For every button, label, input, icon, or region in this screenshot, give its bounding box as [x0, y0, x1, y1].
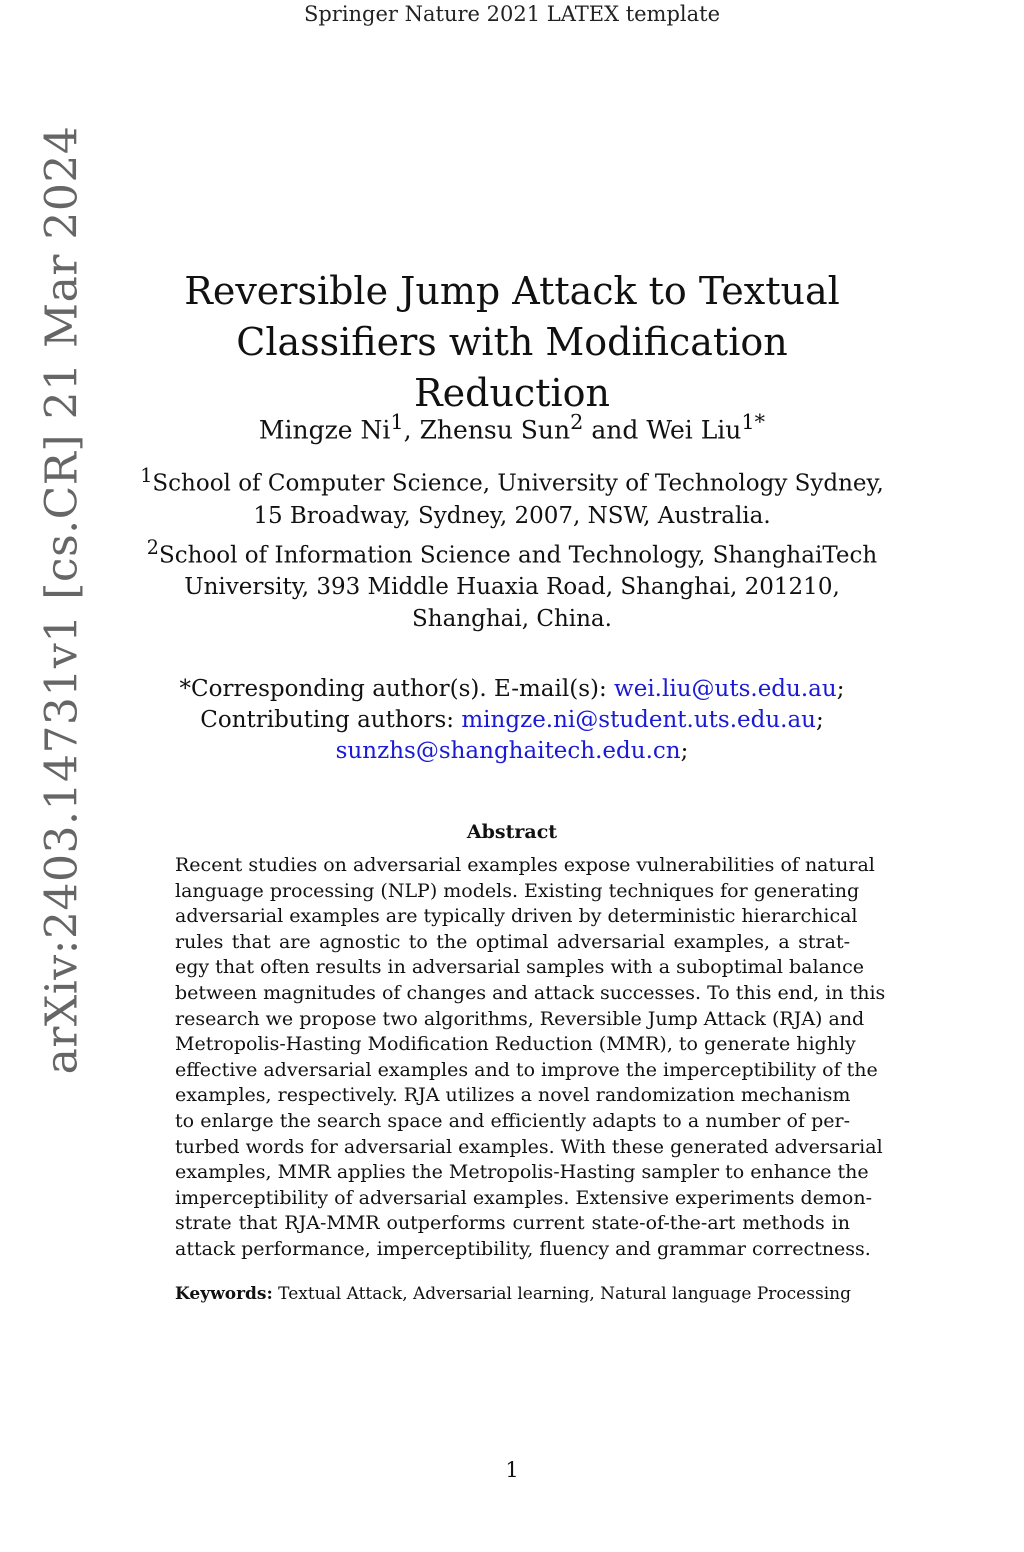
keywords: [175, 1284, 855, 1304]
email-separator: ;: [836, 676, 845, 702]
author-affil-sup: 1*: [741, 410, 766, 434]
abstract-line: research we propose two algorithms, Reversible Jump Attack (RJA) and: [175, 1007, 865, 1030]
abstract-line: between magnitudes of changes and attack successes. To this end, in this: [175, 981, 886, 1004]
abstract-heading: Abstract: [466, 821, 558, 843]
affiliation-1-sup: 1: [140, 464, 153, 487]
contributing-line: [130, 705, 894, 736]
abstract-line: language processing (NLP) models. Existing techniques for generating: [175, 879, 860, 902]
author-name: Wei Liu: [646, 415, 742, 445]
abstract-line: effective adversarial examples and to improve the imperceptibility of the: [175, 1058, 878, 1081]
header-text-before: Springer Nature 2021: [303, 2, 547, 26]
affiliation-1-line-1: [130, 460, 894, 500]
title-line-2: Classifiers with Modification Reduction: [236, 320, 788, 415]
abstract-line: examples, respectively. RJA utilizes a novel randomization mechanism: [175, 1084, 851, 1107]
contributing-label: Contributing authors:: [200, 707, 462, 733]
contributing-email-link-2[interactable]: sunzhs@shanghaitech.edu.cn: [335, 738, 681, 764]
abstract-line: imperceptibility of adversarial examples. Extensive experiments demon-: [175, 1186, 873, 1209]
affiliations: [130, 460, 894, 635]
paper-title: [150, 266, 874, 419]
contributing-line-2: [130, 736, 894, 767]
abstract-line: to enlarge the search space and efficiently adapts to a number of per-: [175, 1109, 850, 1132]
affiliation-2-line-3: Shanghai, China.: [412, 606, 612, 633]
author-name: Mingze Ni: [258, 415, 391, 445]
latex-logo: LATEX: [546, 2, 620, 26]
corresponding-label: *Corresponding author(s). E-mail(s):: [179, 676, 615, 702]
running-header: [0, 2, 1024, 26]
affiliation-2-line-1: [130, 532, 894, 572]
correspondence-block: [130, 674, 894, 767]
abstract-line: examples, MMR applies the Metropolis-Hasting sampler to enhance the: [175, 1161, 869, 1184]
abstract-line: rules that are agnostic to the optimal adversarial examples, a strat-: [175, 930, 850, 953]
header-text-after: template: [619, 2, 721, 26]
abstract-line: egy that often results in adversarial samples with a suboptimal balance: [175, 956, 865, 979]
abstract-line: Recent studies on adversarial examples expose vulnerabilities of natural: [175, 854, 875, 876]
affiliation-2-sup: 2: [146, 535, 159, 559]
affiliation-2-text: School of Information Science and Technology, ShanghaiTech: [159, 542, 878, 569]
author-list: [150, 410, 874, 444]
abstract-line: attack performance, imperceptibility, fluency and grammar correctness.: [175, 1237, 871, 1260]
author-separator: ,: [403, 415, 420, 445]
affiliation-1-line-2: 15 Broadway, Sydney, 2007, NSW, Australia.: [253, 502, 771, 529]
email-separator: ;: [680, 738, 689, 764]
abstract-line: adversarial examples are typically driven by deterministic hierarchical: [175, 905, 858, 928]
abstract-body: [175, 853, 886, 1263]
keywords-label: Keywords:: [175, 1284, 273, 1304]
author-name: Zhensu Sun: [419, 415, 571, 445]
author-affil-sup: 2: [570, 410, 584, 434]
abstract-line: strate that RJA-MMR outperforms current state-of-the-art methods in: [175, 1212, 850, 1235]
abstract-line: Metropolis-Hasting Modification Reduction (MMR), to generate highly: [175, 1033, 856, 1056]
corresponding-line: [130, 674, 894, 705]
author-affil-sup: 1: [390, 410, 404, 434]
affiliation-1-text: School of Computer Science, University of Technology Sydney,: [152, 470, 884, 497]
email-separator: ;: [816, 707, 824, 733]
abstract-line: turbed words for adversarial examples. With these generated adversarial: [175, 1135, 883, 1158]
author-separator: and: [583, 415, 647, 445]
contributing-email-link-1[interactable]: mingze.ni@student.uts.edu.au: [461, 707, 816, 733]
corresponding-email-link[interactable]: wei.liu@uts.edu.au: [614, 676, 837, 702]
title-line-1: Reversible Jump Attack to Textual: [184, 269, 840, 313]
keywords-text: Textual Attack, Adversarial learning, Natural language Processing: [272, 1284, 851, 1304]
page-number: 1: [505, 1458, 519, 1482]
arxiv-sidebar-stamp: arXiv:2403.14731v1 [cs.CR] 21 Mar 2024: [36, 125, 88, 1075]
affiliation-2-line-2: University, 393 Middle Huaxia Road, Shanghai, 201210,: [184, 574, 840, 601]
